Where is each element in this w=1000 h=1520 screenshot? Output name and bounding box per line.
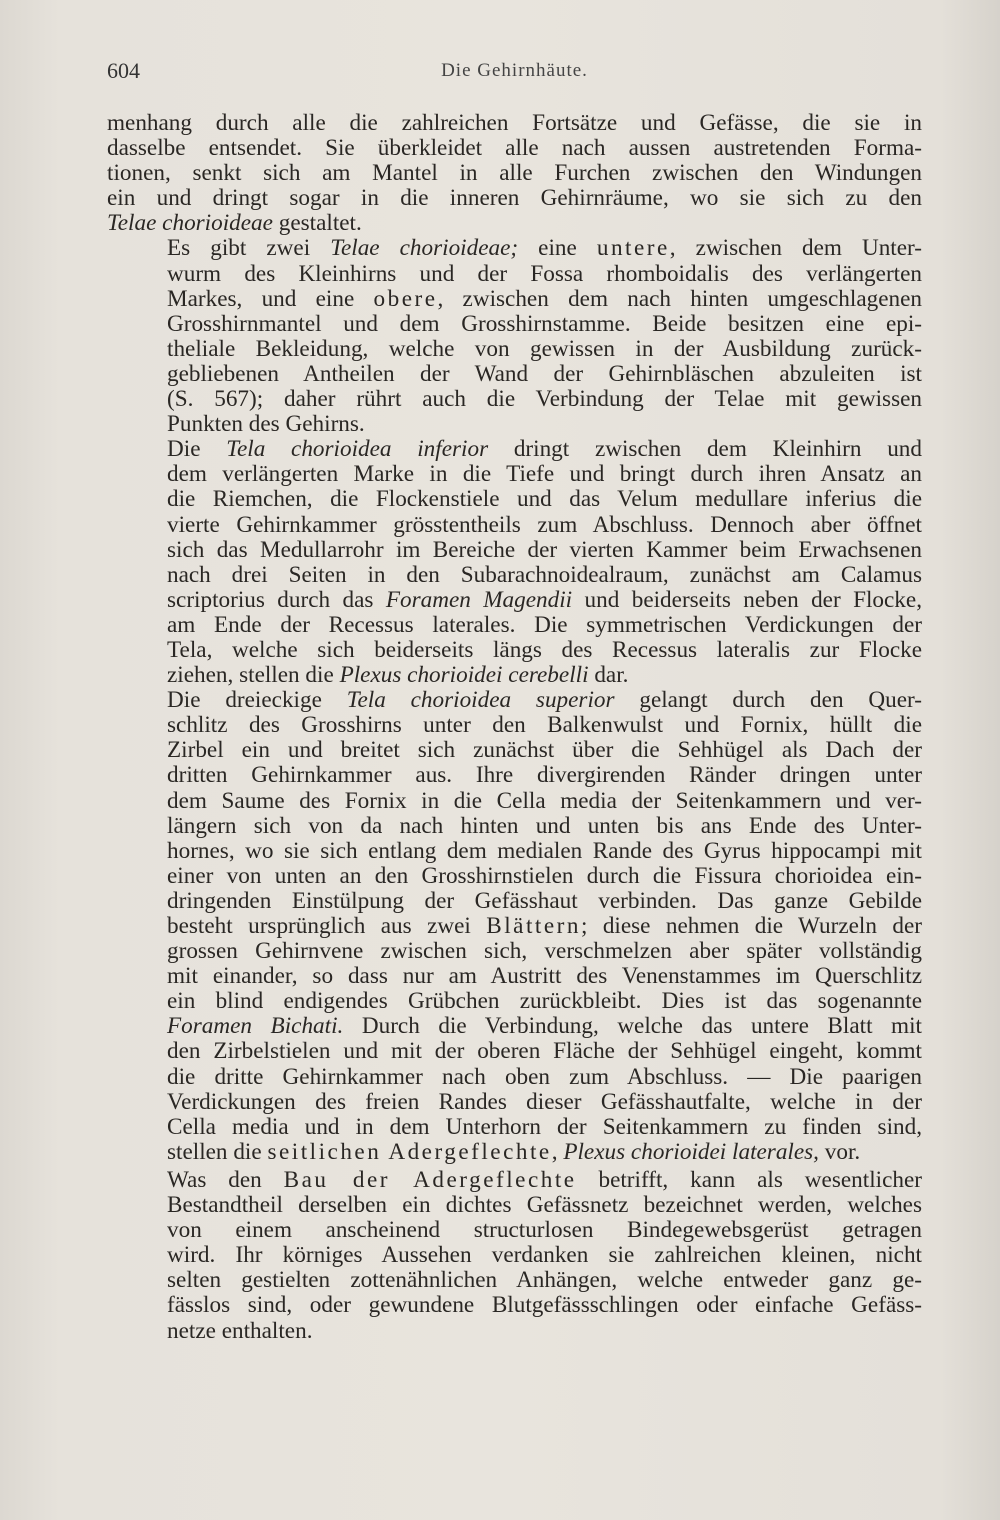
text-line: wird. Ihr körniges Aussehen verdanken sie zahlreichen kleinen, nicht (167, 1242, 922, 1269)
spaced-emphasis: obere (373, 285, 438, 312)
text-line: dem Saume des Fornix in die Cella media der Seitenkammern und ver- (167, 787, 922, 814)
italic-term: Plexus chorioidei cerebelli (339, 662, 589, 689)
text-line: Was den Bau der Adergeflechte betrifft, kann als wesentlicher (167, 1166, 922, 1193)
text-line: Zirbel ein und breitet sich zunächst über die Sehhügel als Dach der (167, 737, 922, 764)
text-line: am Ende der Recessus laterales. Die symmetrischen Verdickungen der (167, 611, 922, 638)
text-line: Punkten des Gehirns. (167, 411, 365, 438)
spaced-emphasis: Bau der Adergeflechte (283, 1166, 577, 1193)
text-line: dem verlängerten Marke in die Tiefe und bringt durch ihren Ansatz an (167, 461, 922, 488)
italic-term: Plexus chorioidei laterales, (563, 1138, 819, 1165)
text-line: Verdickungen des freien Randes dieser Gefässhautfalte, welche in der (167, 1088, 922, 1115)
italic-term: Foramen Bichati. (167, 1013, 344, 1040)
text-line: Foramen Bichati. Durch die Verbindung, welche das untere Blatt mit (167, 1013, 922, 1040)
text-line: Bestandtheil derselben ein dichtes Gefässnetz bezeichnet werden, welches (167, 1192, 922, 1219)
text-line: von einem anscheinend structurlosen Bindegewebsgerüst getragen (167, 1217, 922, 1244)
page-header (107, 58, 922, 88)
text-line: Tela, welche sich beiderseits längs des Recessus lateralis zur Flocke (167, 636, 922, 663)
text-line: gebliebenen Antheilen der Wand der Gehirnbläschen abzuleiten ist (167, 360, 922, 387)
body-text (107, 111, 922, 1344)
text-line: die dritte Gehirnkammer nach oben zum Abschluss. — Die paarigen (167, 1063, 922, 1090)
text-line: selten gestielten zottenähnlichen Anhängen, welche entweder ganz ge- (167, 1267, 922, 1294)
text-line: schlitz des Grosshirns unter den Balkenwulst und Fornix, hüllt die (167, 712, 922, 739)
text-line: hornes, wo sie sich entlang dem medialen Rande des Gyrus hippocampi mit (167, 837, 922, 864)
text-line: Die Tela chorioidea inferior dringt zwischen dem Kleinhirn und (167, 436, 922, 463)
text-line: ziehen, stellen die Plexus chorioidei cerebelli dar. (167, 662, 629, 689)
italic-term: Tela chorioidea inferior (226, 436, 489, 463)
text-line: Markes, und eine obere, zwischen dem nach hinten umgeschlagenen (167, 285, 922, 312)
text-line: fässlos sind, oder gewundene Blutgefässschlingen oder einfache Gefäss- (167, 1292, 922, 1319)
text-line: tionen, senkt sich am Mantel in alle Furchen zwischen den Windungen (107, 160, 922, 187)
text-line: den Zirbelstielen und mit der oberen Fläche der Sehhügel eingeht, kommt (167, 1038, 922, 1065)
text-line: netze enthalten. (167, 1317, 313, 1344)
paragraph (107, 688, 922, 1165)
text-line: Grosshirnmantel und dem Grosshirnstamme. Beide besitzen eine epi- (167, 310, 922, 337)
text-line: nach drei Seiten in den Subarachnoidealraum, zunächst am Calamus (167, 561, 922, 588)
text-line: scriptorius durch das Foramen Magendii und beiderseits neben der Flocke, (167, 586, 922, 613)
text-line: mit einander, so dass nur am Austritt des Venenstammes im Querschlitz (167, 963, 922, 990)
text-line: sich das Medullarrohr im Bereiche der vierten Kammer beim Erwachsenen (167, 536, 922, 563)
text-line: menhang durch alle die zahlreichen Fortsätze und Gefässe, die sie in (107, 110, 922, 136)
text-line: längern sich von da nach hinten und unten bis ans Ende des Unter- (167, 812, 922, 839)
text-line: ein blind endigendes Grübchen zurückbleibt. Dies ist das sogenannte (167, 988, 922, 1015)
spaced-emphasis: Blättern (486, 913, 581, 939)
text-line: vierte Gehirnkammer grösstentheils zum Abschluss. Dennoch aber öffnet (167, 511, 922, 538)
page-number: 604 (107, 58, 140, 83)
text-line: Telae chorioideae gestaltet. (107, 210, 362, 237)
paragraph (107, 236, 922, 437)
text-line: Cella media und in dem Unterhorn der Seitenkammern zu finden sind, (167, 1113, 922, 1140)
spaced-emphasis: untere (596, 235, 670, 262)
text-line: Die dreieckige Tela chorioidea superior gelangt durch den Quer- (167, 687, 922, 714)
italic-term: Foramen Magendii (385, 586, 573, 613)
text-line: grossen Gehirnvene zwischen sich, verschmelzen aber später vollständig (167, 938, 922, 965)
paragraph (107, 1168, 922, 1344)
text-line: einer von unten an den Grosshirnstielen durch die Fissura chorioidea ein- (167, 862, 922, 889)
text-line: (S. 567); daher rührt auch die Verbindung der Telae mit gewissen (167, 386, 922, 413)
running-title: Die Gehirnhäute. (441, 60, 588, 81)
text-line: dasselbe entsendet. Sie überkleidet alle nach aussen austretenden Forma- (107, 135, 922, 162)
italic-term: Tela chorioidea superior (346, 687, 615, 714)
text-line: ein und dringt sogar in die inneren Gehirnräume, wo sie sich zu den (107, 185, 922, 212)
text-line: theliale Bekleidung, welche von gewissen in der Ausbildung zurück- (167, 335, 922, 362)
spaced-emphasis: seitlichen Adergeflechte (267, 1138, 552, 1165)
paragraph (107, 111, 922, 236)
text-line: besteht ursprünglich aus zwei Blättern; diese nehmen die Wurzeln der (167, 913, 922, 939)
paragraph (107, 437, 922, 688)
italic-term: Telae chorioideae; (330, 235, 519, 262)
text-line: die Riemchen, die Flockenstiele und das Velum medullare inferius die (167, 486, 922, 513)
italic-term: Telae chorioideae (107, 210, 273, 237)
text-line: dringenden Einstülpung der Gefässhaut verbinden. Das ganze Gebilde (167, 887, 922, 914)
text-line: Es gibt zwei Telae chorioideae; eine untere, zwischen dem Unter- (167, 235, 923, 262)
text-line: dritten Gehirnkammer aus. Ihre divergirenden Ränder dringen unter (167, 762, 922, 789)
text-line: wurm des Kleinhirns und der Fossa rhomboidalis des verlängerten (167, 260, 922, 287)
text-line: stellen die seitlichen Adergeflechte, Plexus chorioidei laterales, vor. (167, 1138, 861, 1165)
